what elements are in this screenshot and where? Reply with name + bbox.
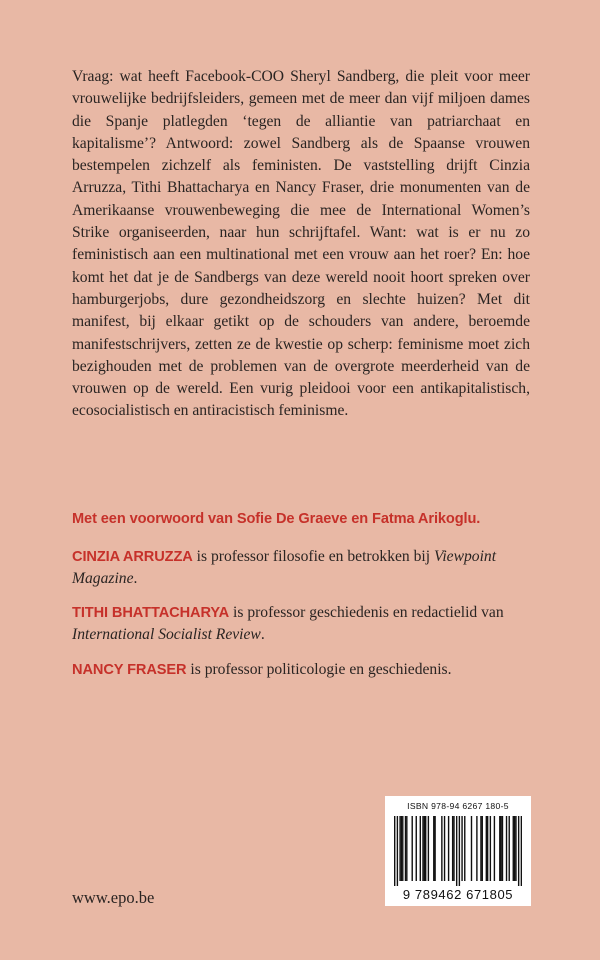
barcode-bar (444, 816, 445, 881)
barcode-bar (424, 816, 425, 881)
barcode-bar (406, 816, 407, 881)
barcode-bar (514, 816, 515, 881)
barcode-bar (518, 816, 519, 886)
barcode-bar (456, 816, 457, 886)
barcode-bars (394, 816, 522, 886)
author-bio-bhattacharya (72, 602, 542, 647)
author-name: CINZIA ARRUZZA (72, 549, 193, 565)
barcode-bar (513, 816, 514, 881)
barcode-bar (405, 816, 406, 881)
publisher-website: www.epo.be (72, 888, 155, 907)
author-bio-text: is professor filosofie en betrokken bij (196, 548, 431, 565)
barcode-bar (397, 816, 398, 886)
barcode-bar (490, 816, 491, 881)
author-bio-fraser (72, 659, 542, 681)
barcode-bar (402, 816, 403, 881)
barcode-bar (502, 816, 503, 881)
barcode-bar (441, 816, 442, 881)
author-name: NANCY FRASER (72, 662, 187, 678)
barcode-bar (422, 816, 423, 881)
author-bio-text: is professor politicologie en geschiedenis. (190, 661, 452, 678)
barcode-digits: 9 789462 671805 (402, 887, 514, 902)
barcode-bar (394, 816, 395, 886)
barcode-bar (480, 816, 481, 881)
barcode-bar (509, 816, 510, 881)
barcode-bar (521, 816, 522, 886)
barcode-bar (448, 816, 449, 881)
author-name: TITHI BHATTACHARYA (72, 605, 230, 621)
foreword-credit: Met een voorwoord van Sofie De Graeve en Fatma Arikoglu. (72, 511, 481, 527)
barcode-bar (471, 816, 472, 881)
barcode-bar (459, 816, 460, 886)
bio-end: . (260, 626, 265, 644)
barcode-bar (494, 816, 495, 881)
publication-title: International Socialist Review (72, 626, 261, 644)
barcode-bar (453, 816, 454, 881)
barcode-bar (452, 816, 453, 881)
author-bio-arruzza (72, 546, 542, 591)
blurb-text: Vraag: wat heeft Facebook-COO Sheryl Sandberg, die pleit voor meer vrouwelijke bedrijfsleiders, gemeen met de meer dan vijf miljoen dames die Spanje platlegden ‘tegen de alliantie van patriarchaat en kapitalisme’? Antwoord: zowel Sandberg als de Spaanse vrouwen bestempelen zichzelf als feministen. De vaststelling drijft Cinzia Arruzza, Tithi Bhattacharya en Nancy Fraser, drie monumenten van de Amerikaanse vrouwenbeweging die mee de International Women’s Strike organiseerden, naar hun schrijftafel. Want: wat is er nu zo feministisch aan een multinational met een vrouw aan het roer? En: hoe komt het dat je de Sandbergs van deze wereld nooit hoort spreken over hamburgerjobs, dure gezondheidszorg en slechte huizen? Met dit manifest, bij elkaar getikt op de schouders van andere, beroemde manifestschrijvers, zetten ze de kwestie op scherp: feminisme moet zich bezighouden met de problemen van de overgrote meerderheid van de vrouwen op de wereld. Een vurig pleidooi voor een antikapitalistisch, ecosocialistisch en antiracistisch feminisme. (72, 68, 530, 420)
barcode-bar (433, 816, 434, 881)
barcode-bar (412, 816, 413, 881)
barcode-bar (425, 816, 426, 881)
barcode-bar (399, 816, 400, 881)
barcode-bar (401, 816, 402, 881)
barcode-bar (420, 816, 421, 881)
barcode-bar (428, 816, 429, 881)
barcode-bar (500, 816, 501, 881)
barcode-bar (416, 816, 417, 881)
barcode-bar (482, 816, 483, 881)
bio-end: . (133, 570, 138, 588)
barcode-bar (515, 816, 516, 881)
author-bio-text: is professor geschiedenis en redactielid van (233, 604, 504, 621)
barcode-bar (461, 816, 462, 881)
publication-title: Viewpoint Magazine (72, 548, 497, 588)
barcode-bar (499, 816, 500, 881)
isbn-label: ISBN 978-94 6267 180-5 (407, 801, 509, 811)
barcode-bar (464, 816, 465, 881)
barcode-bar (434, 816, 435, 881)
barcode-bar (476, 816, 477, 881)
barcode-bar (506, 816, 507, 881)
barcode-bar (486, 816, 487, 881)
isbn-barcode (385, 796, 531, 906)
barcode-bar (487, 816, 488, 881)
